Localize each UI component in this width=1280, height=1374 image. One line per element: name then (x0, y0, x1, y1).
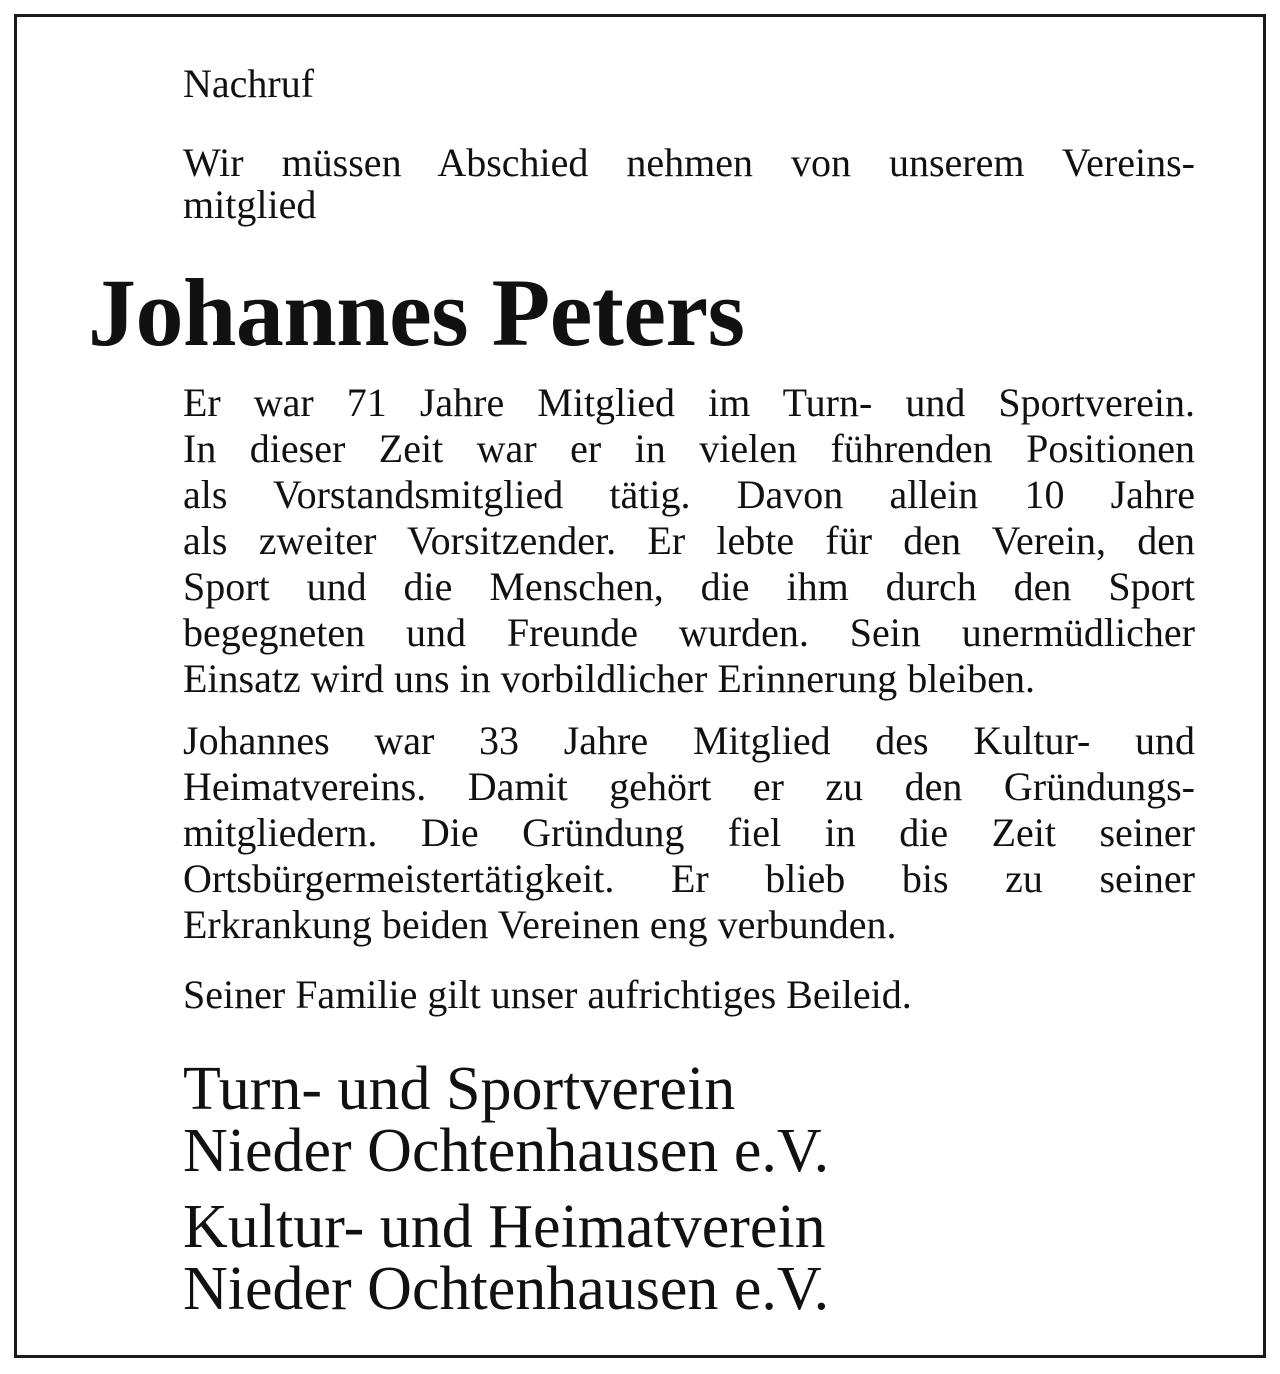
paragraph-line: mitgliedern. Die Gründung fiel in die Zeit seiner (183, 810, 1195, 855)
signature-line: Nieder Ochtenhausen e.V. (183, 1255, 830, 1323)
notice-header (183, 62, 1195, 226)
deceased-name: Johannes Peters (88, 259, 745, 366)
paragraph-heritage-club (183, 718, 1195, 948)
paragraph-line: In dieser Zeit war er in vielen führenden Positionen (183, 426, 1195, 471)
signature-heritage-club (183, 1193, 1195, 1323)
notice-kicker: Nachruf (183, 61, 315, 106)
intro-text (183, 142, 1195, 226)
paragraph-line: Erkrankung beiden Vereinen eng verbunden. (183, 902, 897, 947)
paragraph-line: als Vorstandsmitglied tätig. Davon allein 10 Jahre (183, 472, 1195, 517)
paragraph-condolence (183, 972, 1195, 1018)
intro-line: mitglied (183, 182, 317, 227)
signature-line: Nieder Ochtenhausen e.V. (183, 1117, 830, 1185)
paragraph-line: Sport und die Menschen, die ihm durch den Sport (183, 564, 1195, 609)
paragraph-line: Ortsbürgermeistertätigkeit. Er blieb bis zu seiner (183, 856, 1195, 901)
signature-line: Turn- und Sportverein (183, 1055, 736, 1123)
signature-line: Kultur- und Heimatverein (183, 1193, 826, 1261)
paragraph-line: Einsatz wird uns in vorbildlicher Erinnerung bleiben. (183, 656, 1036, 701)
signature-sports-club (183, 1055, 1195, 1185)
paragraph-line: Johannes war 33 Jahre Mitglied des Kultur- und (183, 718, 1195, 763)
paragraph-sports-club (183, 380, 1195, 702)
paragraph-line: als zweiter Vorsitzender. Er lebte für den Verein, den (183, 518, 1195, 563)
intro-line: Wir müssen Abschied nehmen von unserem Vereins- (183, 140, 1195, 185)
paragraph-line: Er war 71 Jahre Mitglied im Turn- und Sportverein. (183, 380, 1195, 425)
paragraph-line: Heimatvereins. Damit gehört er zu den Gründungs- (183, 764, 1195, 809)
paragraph-line: begegneten und Freunde wurden. Sein unermüdlicher (183, 610, 1195, 655)
condolence-line: Seiner Familie gilt unser aufrichtiges Beileid. (183, 972, 912, 1017)
